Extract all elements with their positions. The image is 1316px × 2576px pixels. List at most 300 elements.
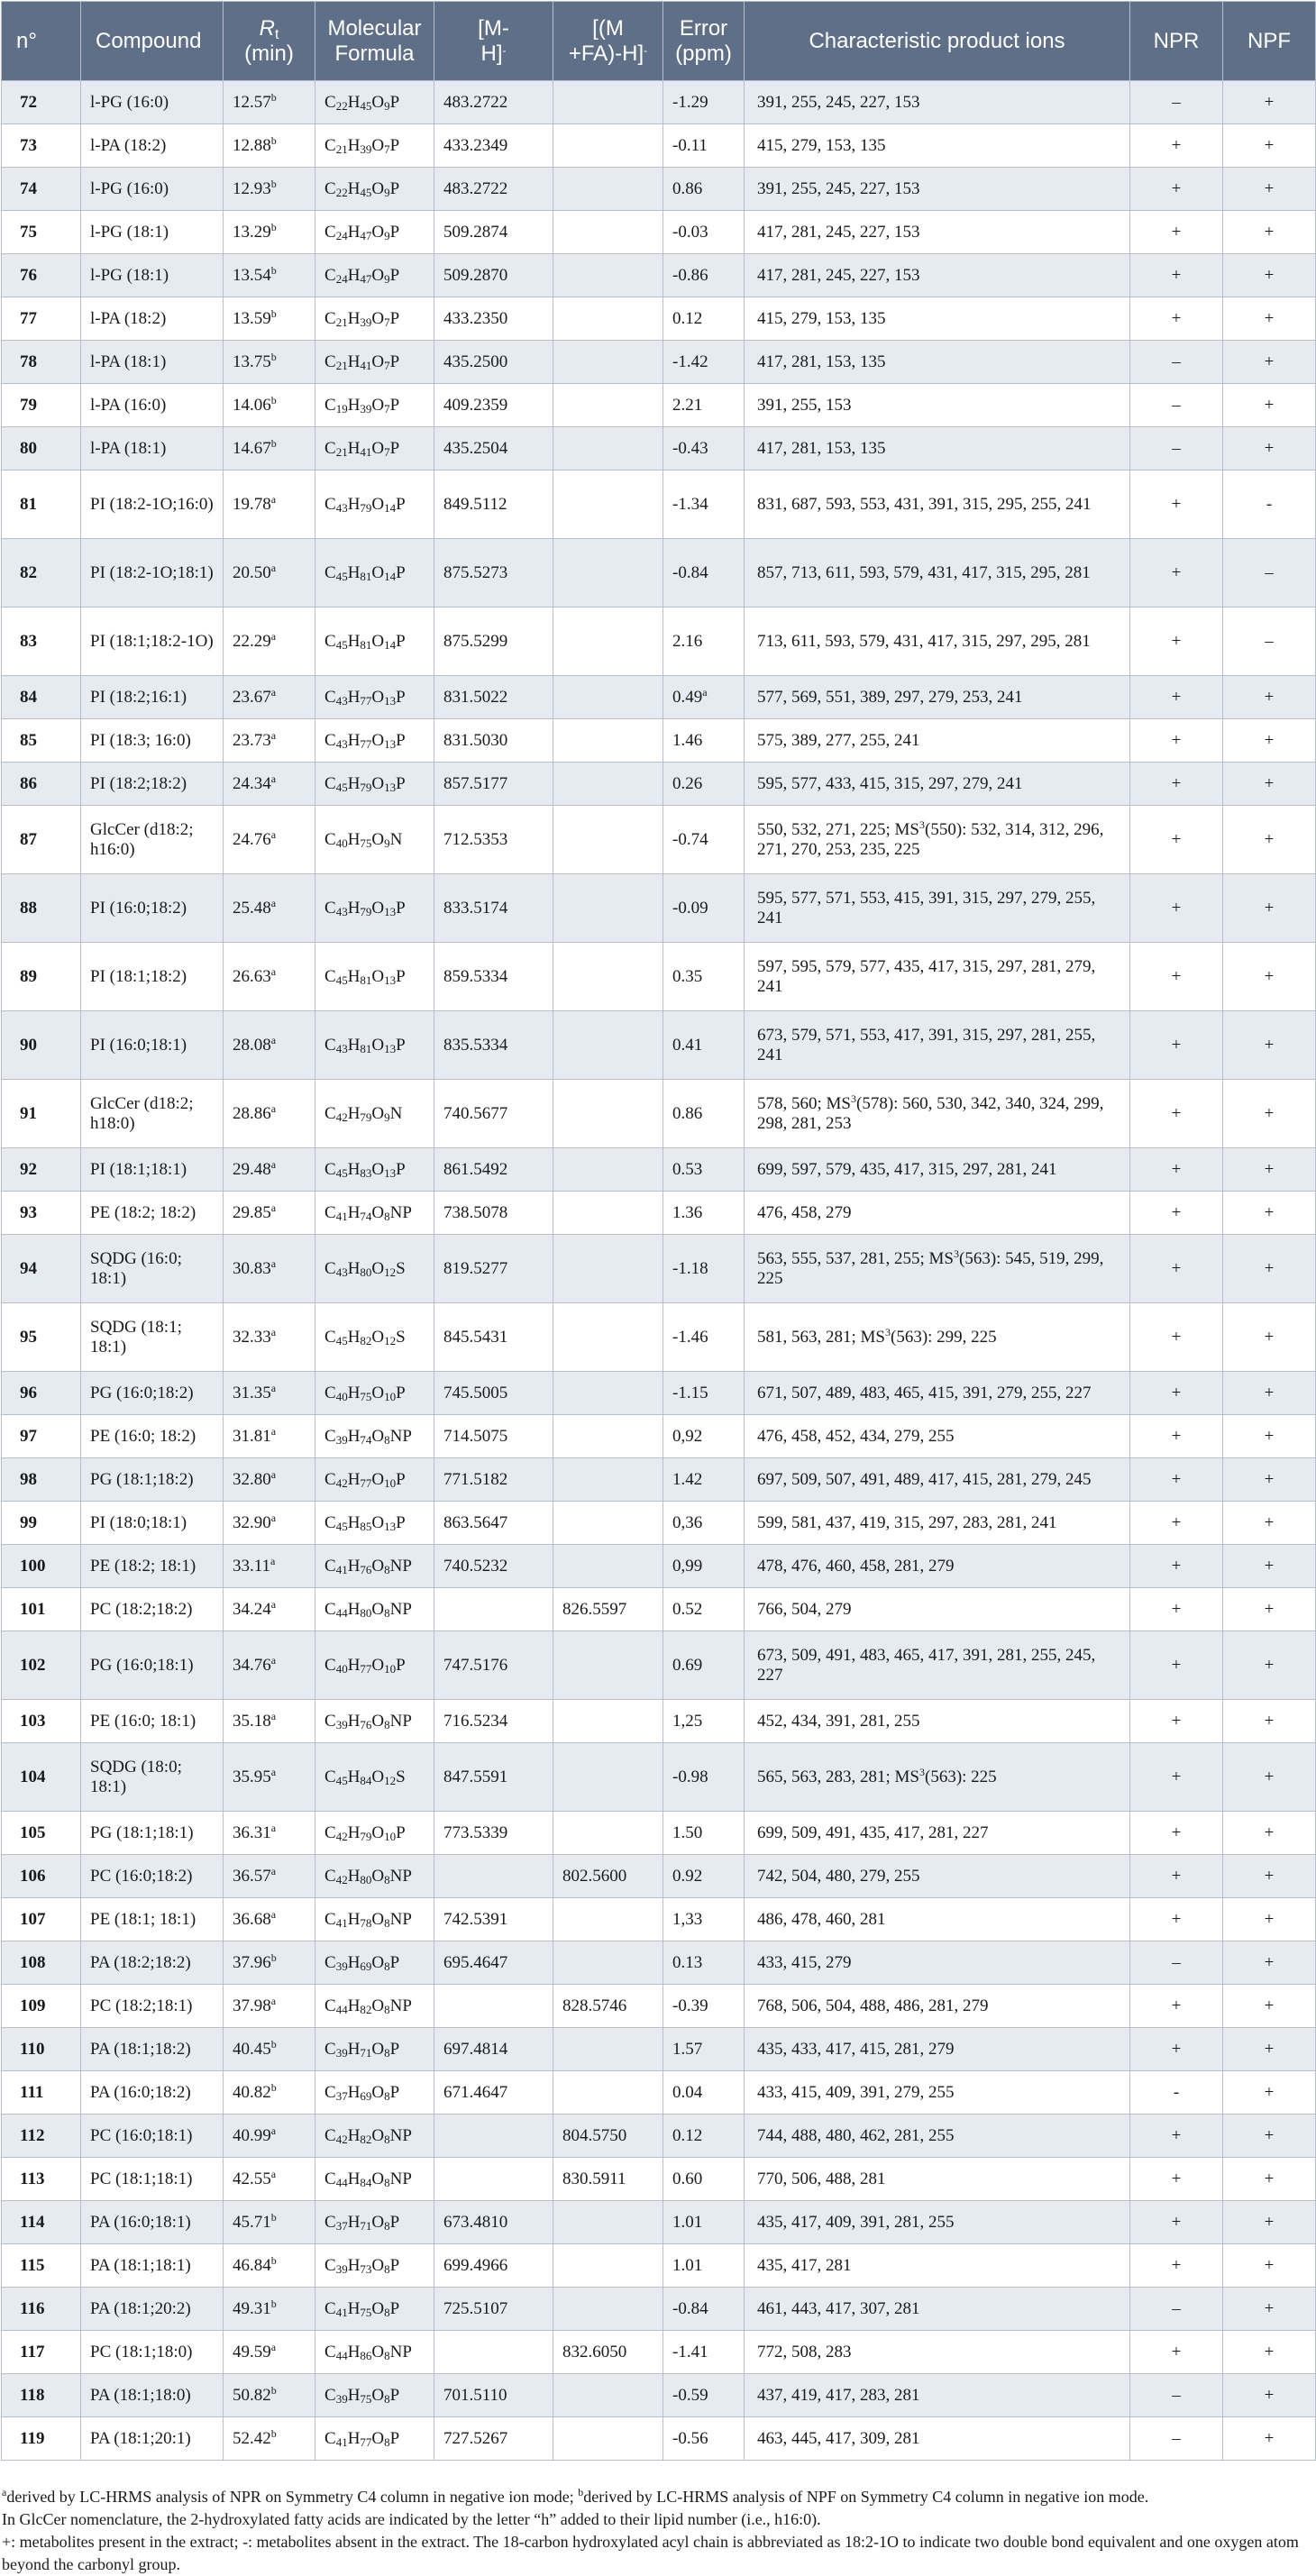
cell-mfa (553, 1372, 663, 1415)
cell-no: 95 (2, 1303, 81, 1372)
cell-compound: l-PA (18:1) (81, 427, 224, 470)
cell-npr: + (1130, 1235, 1223, 1303)
cell-error: 0.92 (663, 1855, 745, 1898)
cell-compound: PC (18:1;18:1) (81, 2158, 224, 2201)
cell-mfa (553, 1192, 663, 1235)
cell-ions: 486, 478, 460, 281 (745, 1898, 1130, 1941)
cell-npf: + (1223, 1812, 1316, 1855)
cell-compound: PI (18:2;18:2) (81, 763, 224, 806)
lipid-table (1, 1, 1316, 2461)
cell-no: 109 (2, 1985, 81, 2028)
table-row (2, 2115, 1316, 2158)
cell-no: 81 (2, 470, 81, 539)
cell-npr: + (1130, 1502, 1223, 1545)
table-body (2, 81, 1316, 2461)
cell-formula: $C_{21}H_{39}O_7P$ (315, 124, 434, 168)
cell-npr: + (1130, 1080, 1223, 1148)
cell-no: 84 (2, 676, 81, 719)
cell-npf: + (1223, 1372, 1316, 1415)
cell-npr: + (1130, 2115, 1223, 2158)
cell-mh: 831.5030 (434, 719, 553, 763)
cell-error: 0.35 (663, 943, 745, 1011)
cell-mh: 712.5353 (434, 806, 553, 874)
cell-no: 100 (2, 1545, 81, 1588)
header-compound: Compound (81, 2, 224, 81)
cell-mh: 701.5110 (434, 2374, 553, 2417)
cell-rt: 33.11$^a$ (224, 1545, 315, 1588)
cell-rt: 29.85$^a$ (224, 1192, 315, 1235)
cell-npf: + (1223, 2028, 1316, 2071)
cell-ions: 857, 713, 611, 593, 579, 431, 417, 315, 295, 281 (745, 539, 1130, 607)
cell-no: 115 (2, 2244, 81, 2288)
table-row (2, 168, 1316, 211)
cell-npr: + (1130, 1985, 1223, 2028)
cell-error: 0.41 (663, 1011, 745, 1080)
cell-formula: $C_{45}H_{79}O_{13}P$ (315, 763, 434, 806)
cell-npf: + (1223, 384, 1316, 427)
cell-npf: + (1223, 1235, 1316, 1303)
table-row (2, 1631, 1316, 1700)
cell-error: -0.98 (663, 1743, 745, 1812)
cell-ions: 415, 279, 153, 135 (745, 124, 1130, 168)
cell-error: 0,92 (663, 1415, 745, 1458)
cell-mfa (553, 211, 663, 254)
cell-ions: 550, 532, 271, 225; $MS^3(550)$: 532, 314, 312, 296, 271, 270, 253, 235, 225 (745, 806, 1130, 874)
cell-compound: l-PG (16:0) (81, 168, 224, 211)
cell-error: 1.42 (663, 1458, 745, 1502)
cell-npf: + (1223, 341, 1316, 384)
cell-mh: 738.5078 (434, 1192, 553, 1235)
cell-ions: 770, 506, 488, 281 (745, 2158, 1130, 2201)
cell-ions: 435, 433, 417, 415, 281, 279 (745, 2028, 1130, 2071)
cell-no: 82 (2, 539, 81, 607)
cell-formula: $C_{37}H_{69}O_8P$ (315, 2071, 434, 2115)
cell-mfa (553, 2244, 663, 2288)
cell-npf: + (1223, 81, 1316, 124)
cell-rt: 31.81$^a$ (224, 1415, 315, 1458)
cell-error: 2.21 (663, 384, 745, 427)
cell-no: 105 (2, 1812, 81, 1855)
cell-rt: 36.57$^a$ (224, 1855, 315, 1898)
cell-rt: 32.90$^a$ (224, 1502, 315, 1545)
cell-npr: - (1130, 2071, 1223, 2115)
footnote-ab: $^a$derived by LC-HRMS analysis of NPR on Symmetry C4 column in negative ion mode; $^b$derived by LC-HRMS analysis of NPF on Symmetry C4 column in negative ion mode. (2, 2486, 1149, 2506)
cell-npf: + (1223, 1148, 1316, 1192)
cell-rt: 28.08$^a$ (224, 1011, 315, 1080)
cell-npf: – (1223, 607, 1316, 676)
cell-error: 0.13 (663, 1941, 745, 1985)
cell-ions: 699, 597, 579, 435, 417, 315, 297, 281, 241 (745, 1148, 1130, 1192)
cell-no: 119 (2, 2417, 81, 2461)
cell-npr: + (1130, 1588, 1223, 1631)
cell-ions: 673, 509, 491, 483, 465, 417, 391, 281, 255, 245, 227 (745, 1631, 1130, 1700)
footnotes (0, 2479, 1316, 2576)
cell-mh: 857.5177 (434, 763, 553, 806)
cell-npr: + (1130, 874, 1223, 943)
cell-formula: $C_{43}H_{77}O_{13}P$ (315, 719, 434, 763)
cell-error: 0.12 (663, 2115, 745, 2158)
cell-ions: 435, 417, 409, 391, 281, 255 (745, 2201, 1130, 2244)
cell-error: -0.74 (663, 806, 745, 874)
cell-ions: 433, 415, 409, 391, 279, 255 (745, 2071, 1130, 2115)
cell-npf: + (1223, 1415, 1316, 1458)
cell-npr: + (1130, 763, 1223, 806)
table-row (2, 427, 1316, 470)
cell-formula: $C_{37}H_{71}O_8P$ (315, 2201, 434, 2244)
cell-rt: 14.06$^b$ (224, 384, 315, 427)
cell-compound: PA (18:2;18:2) (81, 1941, 224, 1985)
cell-mh: 845.5431 (434, 1303, 553, 1372)
cell-npr: – (1130, 81, 1223, 124)
cell-ions: 578, 560; $MS^3(578)$: 560, 530, 342, 340, 324, 299, 298, 281, 253 (745, 1080, 1130, 1148)
cell-compound: PA (16:0;18:2) (81, 2071, 224, 2115)
table-row (2, 2158, 1316, 2201)
table-row (2, 2374, 1316, 2417)
cell-rt: 45.71$^b$ (224, 2201, 315, 2244)
cell-npf: + (1223, 2158, 1316, 2201)
cell-mfa (553, 384, 663, 427)
cell-npr: – (1130, 2374, 1223, 2417)
cell-no: 91 (2, 1080, 81, 1148)
table-row (2, 384, 1316, 427)
cell-error: -1.41 (663, 2331, 745, 2374)
cell-npf: + (1223, 943, 1316, 1011)
table-row (2, 1812, 1316, 1855)
cell-npr: + (1130, 607, 1223, 676)
cell-no: 98 (2, 1458, 81, 1502)
cell-npf: + (1223, 1192, 1316, 1235)
cell-compound: PE (18:2; 18:1) (81, 1545, 224, 1588)
cell-npr: + (1130, 1303, 1223, 1372)
cell-npr: + (1130, 2201, 1223, 2244)
cell-mfa (553, 1743, 663, 1812)
cell-npf: + (1223, 2201, 1316, 2244)
cell-mfa (553, 1631, 663, 1700)
cell-no: 73 (2, 124, 81, 168)
header-ions: Characteristic product ions (745, 2, 1130, 81)
cell-mfa (553, 168, 663, 211)
cell-error: 1,25 (663, 1700, 745, 1743)
cell-formula: $C_{45}H_{81}O_{14}P$ (315, 539, 434, 607)
cell-compound: PI (18:0;18:1) (81, 1502, 224, 1545)
cell-ions: 565, 563, 283, 281; $MS^3(563)$: 225 (745, 1743, 1130, 1812)
cell-rt: 24.76$^a$ (224, 806, 315, 874)
cell-mh: 509.2874 (434, 211, 553, 254)
cell-compound: l-PA (18:2) (81, 297, 224, 341)
cell-compound: SQDG (16:0; 18:1) (81, 1235, 224, 1303)
cell-no: 75 (2, 211, 81, 254)
cell-no: 97 (2, 1415, 81, 1458)
cell-no: 114 (2, 2201, 81, 2244)
cell-mh: 875.5273 (434, 539, 553, 607)
cell-formula: $C_{19}H_{39}O_7P$ (315, 384, 434, 427)
cell-rt: 13.29$^b$ (224, 211, 315, 254)
cell-no: 108 (2, 1941, 81, 1985)
footnote-legend: +: metabolites present in the extract; -: metabolites absent in the extract. The 18-carbon hydroxylated acyl chain is abbreviated as 18:2-1O to indicate two double bond equivalent and one oxygen atom beyond the carbonyl group. (2, 2533, 1299, 2573)
cell-error: 1,33 (663, 1898, 745, 1941)
cell-formula: $C_{45}H_{83}O_{13}P$ (315, 1148, 434, 1192)
cell-error: 0.12 (663, 297, 745, 341)
cell-npf: + (1223, 2331, 1316, 2374)
cell-npf: + (1223, 1458, 1316, 1502)
cell-ions: 476, 458, 452, 434, 279, 255 (745, 1415, 1130, 1458)
cell-error: -1.15 (663, 1372, 745, 1415)
cell-rt: 46.84$^b$ (224, 2244, 315, 2288)
table-row (2, 1148, 1316, 1192)
cell-compound: PI (18:1;18:1) (81, 1148, 224, 1192)
cell-no: 85 (2, 719, 81, 763)
cell-npr: + (1130, 539, 1223, 607)
cell-rt: 12.93$^b$ (224, 168, 315, 211)
cell-error: 1.01 (663, 2244, 745, 2288)
cell-mh: 859.5334 (434, 943, 553, 1011)
header-rt: $R_t$ (min) (224, 2, 315, 81)
cell-formula: $C_{21}H_{41}O_7P$ (315, 341, 434, 384)
cell-npf: + (1223, 1743, 1316, 1812)
cell-mfa (553, 943, 663, 1011)
cell-mh: 725.5107 (434, 2288, 553, 2331)
cell-npf: + (1223, 1011, 1316, 1080)
cell-rt: 36.31$^a$ (224, 1812, 315, 1855)
cell-npf: + (1223, 2417, 1316, 2461)
cell-ions: 461, 443, 417, 307, 281 (745, 2288, 1130, 2331)
cell-npf: + (1223, 1898, 1316, 1941)
cell-ions: 599, 581, 437, 419, 315, 297, 283, 281, 241 (745, 1502, 1130, 1545)
cell-mh: 833.5174 (434, 874, 553, 943)
cell-npf: + (1223, 1303, 1316, 1372)
cell-mh: 740.5677 (434, 1080, 553, 1148)
cell-mfa (553, 1148, 663, 1192)
cell-npf: - (1223, 470, 1316, 539)
cell-npr: + (1130, 1743, 1223, 1812)
cell-mh (434, 2158, 553, 2201)
cell-compound: PA (18:1;18:0) (81, 2374, 224, 2417)
cell-error: 0.53 (663, 1148, 745, 1192)
cell-compound: PI (16:0;18:2) (81, 874, 224, 943)
table-row (2, 297, 1316, 341)
table-row (2, 874, 1316, 943)
cell-rt: 26.63$^a$ (224, 943, 315, 1011)
cell-mh: 716.5234 (434, 1700, 553, 1743)
cell-no: 118 (2, 2374, 81, 2417)
cell-rt: 32.33$^a$ (224, 1303, 315, 1372)
cell-npf: + (1223, 1588, 1316, 1631)
cell-rt: 37.98$^a$ (224, 1985, 315, 2028)
cell-no: 101 (2, 1588, 81, 1631)
cell-ions: 476, 458, 279 (745, 1192, 1130, 1235)
cell-mh: 699.4966 (434, 2244, 553, 2288)
cell-mh: 771.5182 (434, 1458, 553, 1502)
cell-ions: 744, 488, 480, 462, 281, 255 (745, 2115, 1130, 2158)
cell-compound: PI (18:1;18:2-1O) (81, 607, 224, 676)
cell-ions: 699, 509, 491, 435, 417, 281, 227 (745, 1812, 1130, 1855)
table-row (2, 341, 1316, 384)
cell-formula: $C_{45}H_{84}O_{12}S$ (315, 1743, 434, 1812)
cell-npf: + (1223, 2244, 1316, 2288)
table-row (2, 2028, 1316, 2071)
cell-formula: $C_{42}H_{80}O_8NP$ (315, 1855, 434, 1898)
cell-mfa (553, 607, 663, 676)
table-row (2, 1985, 1316, 2028)
cell-ions: 772, 508, 283 (745, 2331, 1130, 2374)
cell-no: 76 (2, 254, 81, 297)
cell-mfa (553, 2288, 663, 2331)
cell-error: 2.16 (663, 607, 745, 676)
table-row (2, 2244, 1316, 2288)
cell-no: 103 (2, 1700, 81, 1743)
cell-rt: 20.50$^a$ (224, 539, 315, 607)
cell-formula: $C_{39}H_{74}O_8NP$ (315, 1415, 434, 1458)
cell-error: 0.49$^a$ (663, 676, 745, 719)
cell-no: 111 (2, 2071, 81, 2115)
cell-error: -1.46 (663, 1303, 745, 1372)
cell-npf: + (1223, 1985, 1316, 2028)
cell-ions: 435, 417, 281 (745, 2244, 1130, 2288)
cell-compound: l-PA (18:2) (81, 124, 224, 168)
cell-rt: 40.99$^a$ (224, 2115, 315, 2158)
cell-npr: + (1130, 1700, 1223, 1743)
cell-compound: PC (16:0;18:2) (81, 1855, 224, 1898)
cell-npf: + (1223, 1700, 1316, 1743)
cell-compound: PI (16:0;18:1) (81, 1011, 224, 1080)
table-row (2, 1235, 1316, 1303)
table-row (2, 2331, 1316, 2374)
cell-ions: 478, 476, 460, 458, 281, 279 (745, 1545, 1130, 1588)
header-error: Error (ppm) (663, 2, 745, 81)
cell-error: -1.34 (663, 470, 745, 539)
cell-ions: 713, 611, 593, 579, 431, 417, 315, 297, 295, 281 (745, 607, 1130, 676)
cell-mh: 861.5492 (434, 1148, 553, 1192)
cell-rt: 40.82$^b$ (224, 2071, 315, 2115)
cell-mfa (553, 1812, 663, 1855)
cell-no: 113 (2, 2158, 81, 2201)
cell-mh (434, 2115, 553, 2158)
cell-no: 94 (2, 1235, 81, 1303)
cell-mh (434, 1855, 553, 1898)
cell-compound: SQDG (18:0; 18:1) (81, 1743, 224, 1812)
cell-ions: 597, 595, 579, 577, 435, 417, 315, 297, 281, 279, 241 (745, 943, 1130, 1011)
cell-no: 106 (2, 1855, 81, 1898)
cell-compound: GlcCer (d18:2; h16:0) (81, 806, 224, 874)
cell-compound: PE (16:0; 18:1) (81, 1700, 224, 1743)
cell-mh: 671.4647 (434, 2071, 553, 2115)
cell-compound: PC (16:0;18:1) (81, 2115, 224, 2158)
cell-no: 116 (2, 2288, 81, 2331)
cell-npr: + (1130, 1855, 1223, 1898)
cell-npr: – (1130, 427, 1223, 470)
cell-mfa: 802.5600 (553, 1855, 663, 1898)
cell-mh: 409.2359 (434, 384, 553, 427)
cell-ions: 673, 579, 571, 553, 417, 391, 315, 297, 281, 255, 241 (745, 1011, 1130, 1080)
cell-rt: 50.82$^b$ (224, 2374, 315, 2417)
header-mh: [M- H]- (434, 2, 553, 81)
cell-mfa (553, 539, 663, 607)
cell-ions: 417, 281, 245, 227, 153 (745, 254, 1130, 297)
header-npf: NPF (1223, 2, 1316, 81)
cell-npf: + (1223, 254, 1316, 297)
cell-npf: + (1223, 806, 1316, 874)
cell-mh: 714.5075 (434, 1415, 553, 1458)
cell-rt: 35.18$^a$ (224, 1700, 315, 1743)
cell-error: 1.01 (663, 2201, 745, 2244)
cell-rt: 36.68$^a$ (224, 1898, 315, 1941)
cell-npr: + (1130, 1458, 1223, 1502)
cell-formula: $C_{40}H_{75}O_{10}P$ (315, 1372, 434, 1415)
cell-formula: $C_{43}H_{79}O_{14}P$ (315, 470, 434, 539)
cell-mh: 863.5647 (434, 1502, 553, 1545)
cell-rt: 13.54$^b$ (224, 254, 315, 297)
cell-no: 90 (2, 1011, 81, 1080)
cell-formula: $C_{42}H_{79}O_{10}P$ (315, 1812, 434, 1855)
cell-error: -0.39 (663, 1985, 745, 2028)
cell-mh (434, 2331, 553, 2374)
cell-rt: 14.67$^b$ (224, 427, 315, 470)
cell-mh: 673.4810 (434, 2201, 553, 2244)
cell-ions: 391, 255, 153 (745, 384, 1130, 427)
cell-mfa (553, 806, 663, 874)
table-row (2, 676, 1316, 719)
cell-compound: GlcCer (d18:2; h18:0) (81, 1080, 224, 1148)
cell-rt: 29.48$^a$ (224, 1148, 315, 1192)
cell-npr: + (1130, 1631, 1223, 1700)
cell-rt: 23.73$^a$ (224, 719, 315, 763)
cell-rt: 12.57$^b$ (224, 81, 315, 124)
cell-compound: PI (18:3; 16:0) (81, 719, 224, 763)
table-row (2, 1545, 1316, 1588)
cell-ions: 671, 507, 489, 483, 465, 415, 391, 279, 255, 227 (745, 1372, 1130, 1415)
cell-npr: + (1130, 1812, 1223, 1855)
cell-npf: + (1223, 2071, 1316, 2115)
cell-compound: PG (16:0;18:1) (81, 1631, 224, 1700)
cell-mh: 727.5267 (434, 2417, 553, 2461)
cell-npf: – (1223, 539, 1316, 607)
cell-npr: + (1130, 2244, 1223, 2288)
cell-no: 77 (2, 297, 81, 341)
cell-mh: 435.2500 (434, 341, 553, 384)
cell-mfa (553, 763, 663, 806)
cell-mh: 849.5112 (434, 470, 553, 539)
cell-compound: PE (18:2; 18:2) (81, 1192, 224, 1235)
cell-ions: 742, 504, 480, 279, 255 (745, 1855, 1130, 1898)
cell-npf: + (1223, 168, 1316, 211)
cell-ions: 463, 445, 417, 309, 281 (745, 2417, 1130, 2461)
cell-rt: 23.67$^a$ (224, 676, 315, 719)
cell-no: 93 (2, 1192, 81, 1235)
cell-mfa (553, 719, 663, 763)
cell-mfa (553, 427, 663, 470)
cell-mfa (553, 341, 663, 384)
cell-formula: $C_{44}H_{86}O_8NP$ (315, 2331, 434, 2374)
cell-ions: 577, 569, 551, 389, 297, 279, 253, 241 (745, 676, 1130, 719)
cell-formula: $C_{41}H_{76}O_8NP$ (315, 1545, 434, 1588)
cell-compound: PI (18:1;18:2) (81, 943, 224, 1011)
table-row (2, 1743, 1316, 1812)
cell-formula: $C_{42}H_{79}O_9N$ (315, 1080, 434, 1148)
cell-mfa (553, 1898, 663, 1941)
cell-error: 0.69 (663, 1631, 745, 1700)
cell-npr: + (1130, 124, 1223, 168)
cell-npf: + (1223, 763, 1316, 806)
cell-formula: $C_{21}H_{39}O_7P$ (315, 297, 434, 341)
cell-npf: + (1223, 2288, 1316, 2331)
cell-npr: + (1130, 943, 1223, 1011)
cell-mh: 819.5277 (434, 1235, 553, 1303)
cell-ions: 417, 281, 245, 227, 153 (745, 211, 1130, 254)
cell-formula: $C_{21}H_{41}O_7P$ (315, 427, 434, 470)
cell-compound: PC (18:2;18:1) (81, 1985, 224, 2028)
cell-mh: 433.2349 (434, 124, 553, 168)
cell-formula: $C_{45}H_{81}O_{14}P$ (315, 607, 434, 676)
